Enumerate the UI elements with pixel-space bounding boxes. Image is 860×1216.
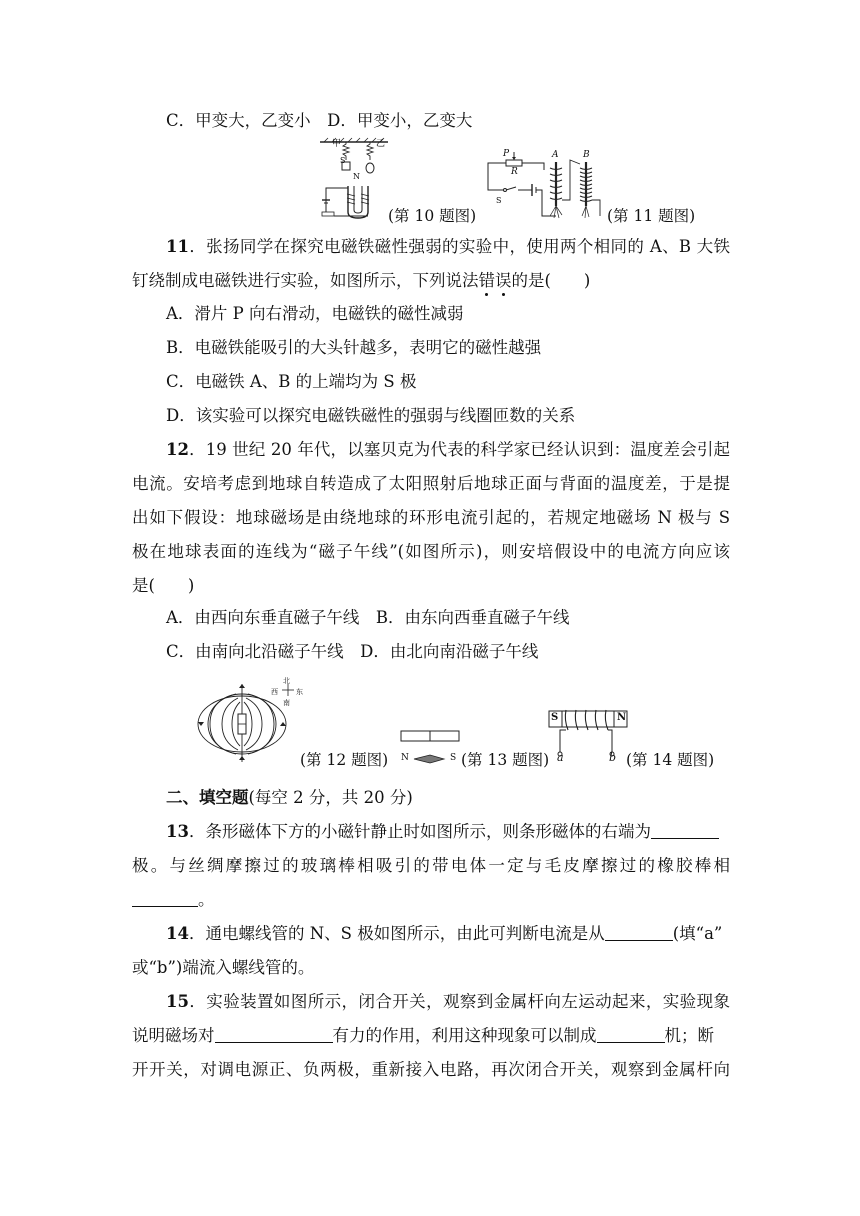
q15-line-3: 开开关，对调电源正、负两极，重新接入电路，再次闭合开关，观察到金属杆向	[132, 1060, 730, 1079]
q14-text-1a: ．通电螺线管的 N、S 极如图所示，由此可判断电流是从	[188, 924, 605, 943]
q13-line-3	[132, 889, 215, 911]
q15-number: 15	[166, 992, 189, 1011]
q15-line-1	[166, 991, 730, 1013]
fig11-label-p: P	[503, 149, 510, 159]
q11-emphasis-wu: 误	[495, 271, 512, 290]
q11-text-2a: 钉绕制成电磁铁进行实验，如图所示，下列说法	[132, 271, 479, 290]
section-2-title: 二、填空题	[166, 788, 249, 807]
q12-text-1: ．19 世纪 20 年代，以塞贝克为代表的科学家已经认识到：温度差会引起	[188, 440, 730, 459]
q11-line-2	[132, 270, 590, 292]
q14-blank[interactable]	[605, 924, 673, 941]
q12-options-row-2: C．由南向北沿磁子午线 D．由北向南沿磁子午线	[166, 642, 539, 661]
fig14-label-a: a	[557, 751, 564, 764]
q11-line-1	[166, 236, 730, 258]
section-2-note: (每空 2 分，共 20 分)	[248, 788, 413, 807]
fig13-caption: (第 13 题图)	[461, 751, 550, 769]
fig10-label-jia: 甲	[332, 139, 342, 149]
q15-text-2c: 机；断	[664, 1026, 714, 1045]
q12-line-4: 极在地球表面的连线为“磁子午线”(如图所示)，则安培假设中的电流方向应该	[132, 542, 730, 561]
fig11-label-a: A	[552, 150, 559, 160]
q10-options-line: C．甲变大，乙变小 D．甲变小，乙变大	[166, 111, 473, 130]
q11-option-d: D．该实验可以探究电磁铁磁性的强弱与线圈匝数的关系	[166, 406, 576, 425]
figure-11-diagram	[484, 150, 608, 222]
q15-text-2a: 说明磁场对	[132, 1026, 215, 1045]
fig12-label-north: 北	[283, 677, 290, 685]
q11-text-2b: 的是( )	[511, 271, 591, 290]
fig11-caption: (第 11 题图)	[607, 207, 696, 225]
fig14-label-n: N	[617, 712, 627, 723]
q13-text-3: 。	[198, 890, 215, 909]
fig12-label-south: 南	[283, 699, 290, 707]
q15-line-2	[132, 1025, 714, 1047]
q13-blank-2[interactable]	[132, 890, 198, 907]
q11-option-a: A．滑片 P 向右滑动，电磁铁的磁性减弱	[166, 304, 464, 323]
q11-text-1: ．张扬同学在探究电磁铁磁性强弱的实验中，使用两个相同的 A、B 大铁	[188, 237, 730, 256]
q14-line-1	[166, 923, 722, 945]
fig11-label-s: S	[496, 196, 502, 205]
q13-blank-1[interactable]	[651, 822, 719, 839]
figure-12-diagram	[196, 680, 296, 762]
q11-number: 11	[166, 237, 189, 256]
q12-number: 12	[166, 440, 189, 459]
q13-text-1: ．条形磁体下方的小磁针静止时如图所示，则条形磁体的右端为	[188, 822, 651, 841]
fig11-label-b: B	[583, 150, 590, 160]
fig13-label-s: S	[450, 753, 457, 763]
q15-blank-1[interactable]	[215, 1026, 333, 1043]
q13-line-1	[166, 821, 719, 843]
q14-line-2: 或“b”)端流入螺线管的。	[132, 958, 315, 977]
q12-line-2: 电流。安培考虑到地球自转造成了太阳照射后地球正面与背面的温度差，于是提	[132, 474, 730, 493]
fig13-label-n: N	[401, 753, 409, 763]
q15-text-2b: 有力的作用，利用这种现象可以制成	[332, 1026, 597, 1045]
q13-number: 13	[166, 822, 189, 841]
fig14-label-b: b	[609, 751, 617, 764]
q14-number: 14	[166, 924, 189, 943]
fig12-caption: (第 12 题图)	[300, 751, 389, 769]
fig14-caption: (第 14 题图)	[626, 751, 715, 769]
fig10-label-n: N	[353, 172, 360, 181]
fig10-caption: (第 10 题图)	[388, 207, 477, 225]
q14-text-1b: (填“a”	[672, 924, 723, 943]
q15-text-1: ．实验装置如图所示，闭合开关，观察到金属杆向左运动起来，实验现象	[188, 992, 730, 1011]
fig10-label-s: S	[340, 156, 346, 165]
fig14-label-s: S	[551, 712, 559, 723]
fig12-label-east: 东	[296, 688, 303, 696]
fig11-label-r: R	[511, 167, 518, 177]
q15-blank-2[interactable]	[597, 1026, 665, 1043]
section-2-heading	[166, 787, 413, 809]
q11-option-c: C．电磁铁 A、B 的上端均为 S 极	[166, 372, 417, 391]
q12-line-3: 出如下假设：地球磁场是由绕地球的环形电流引起的，若规定地磁场 N 极与 S	[132, 508, 730, 527]
q11-option-b: B．电磁铁能吸引的大头针越多，表明它的磁性越强	[166, 338, 542, 357]
fig10-label-yi: 乙	[376, 139, 386, 149]
q13-line-2: 极。与丝绸摩擦过的玻璃棒相吸引的带电体一定与毛皮摩擦过的橡胶棒相	[132, 856, 730, 875]
q12-line-1	[166, 439, 730, 461]
q12-line-5: 是( )	[132, 576, 195, 595]
q12-options-row-1: A．由西向东垂直磁子午线 B．由东向西垂直磁子午线	[166, 608, 570, 627]
q11-emphasis-cuo: 错	[478, 271, 495, 290]
fig12-label-west: 西	[271, 688, 278, 696]
